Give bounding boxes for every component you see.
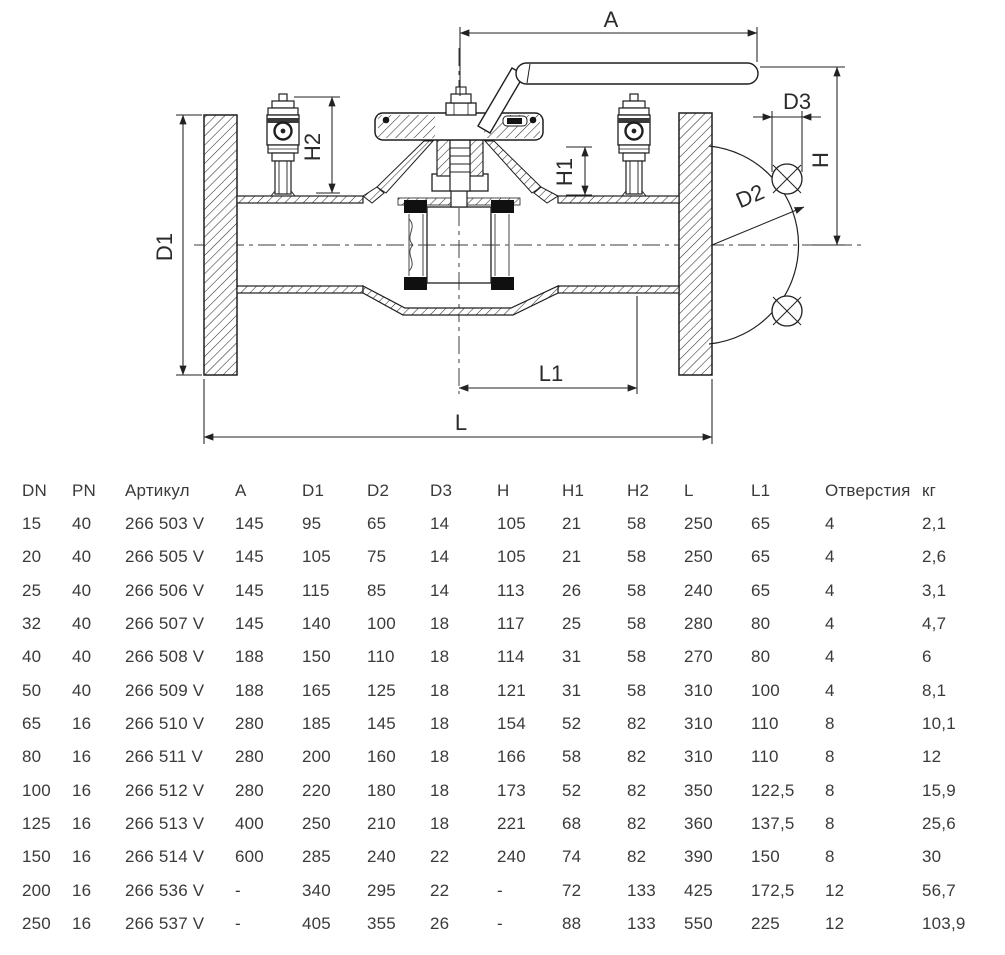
table-header-row: [22, 474, 1005, 507]
table-cell: 266 537 V: [125, 914, 205, 934]
table-cell: 150: [22, 847, 51, 867]
table-cell: 16: [72, 814, 92, 834]
table-cell: 65: [751, 547, 771, 567]
column-header: A: [235, 480, 247, 500]
column-header: L1: [751, 480, 771, 500]
table-cell: 40: [72, 514, 92, 534]
table-cell: 121: [497, 680, 526, 700]
table-cell: 6: [922, 647, 932, 667]
handle-grip: [516, 63, 758, 84]
table-cell: 390: [684, 847, 713, 867]
table-cell: 114: [497, 647, 525, 667]
table-cell: 16: [72, 880, 92, 900]
table-cell: 22: [430, 847, 450, 867]
table-cell: 266 510 V: [125, 714, 205, 734]
table-cell: 285: [302, 847, 331, 867]
table-cell: 32: [22, 614, 42, 634]
table-cell: 18: [430, 714, 450, 734]
table-cell: 18: [430, 780, 450, 800]
table-cell: 26: [430, 914, 450, 934]
table-cell: 110: [751, 747, 779, 767]
table-row: [22, 541, 1005, 574]
table-row: [22, 874, 1005, 907]
valve-technical-drawing: [0, 0, 1005, 474]
table-row: [22, 707, 1005, 740]
table-cell: 225: [751, 914, 780, 934]
table-cell: 58: [562, 747, 582, 767]
table-cell: 103,9: [922, 914, 966, 934]
table-cell: 2,1: [922, 514, 947, 534]
table-cell: 266 503 V: [125, 514, 205, 534]
table-cell: 15: [22, 514, 42, 534]
column-header: PN: [72, 480, 97, 500]
table-cell: 145: [235, 514, 264, 534]
table-cell: 82: [627, 714, 647, 734]
table-cell: 65: [367, 514, 387, 534]
table-cell: 154: [497, 714, 526, 734]
table-cell: 270: [684, 647, 713, 667]
table-cell: 105: [302, 547, 331, 567]
table-cell: 30: [922, 847, 942, 867]
table-row: [22, 774, 1005, 807]
table-cell: 52: [562, 714, 582, 734]
table-cell: 2,6: [922, 547, 947, 567]
table-cell: 266 514 V: [125, 847, 205, 867]
table-cell: 58: [627, 614, 647, 634]
table-cell: 266 512 V: [125, 780, 205, 800]
table-cell: 140: [302, 614, 331, 634]
plate-bolt-left: [383, 117, 390, 124]
table-cell: 8: [825, 780, 835, 800]
table-cell: 72: [562, 880, 582, 900]
table-cell: 310: [684, 714, 713, 734]
table-row: [22, 907, 1005, 940]
table-cell: -: [497, 880, 503, 900]
table-cell: 266 506 V: [125, 580, 205, 600]
table-cell: 110: [367, 647, 395, 667]
table-cell: 18: [430, 747, 450, 767]
table-cell: 145: [367, 714, 396, 734]
table-cell: 100: [367, 614, 396, 634]
table-cell: 188: [235, 647, 264, 667]
table-cell: 221: [497, 814, 526, 834]
table-cell: 250: [302, 814, 331, 834]
table-cell: 266 507 V: [125, 614, 205, 634]
table-cell: 25: [562, 614, 582, 634]
table-cell: 185: [302, 714, 331, 734]
table-cell: 110: [751, 714, 779, 734]
table-cell: 20: [22, 547, 42, 567]
table-cell: 65: [751, 514, 771, 534]
table-cell: 188: [235, 680, 264, 700]
table-cell: 15,9: [922, 780, 956, 800]
table-cell: 360: [684, 814, 713, 834]
dim-label-d2: D2: [732, 179, 768, 214]
table-cell: 40: [22, 647, 42, 667]
right-flange: [679, 113, 712, 375]
table-cell: 100: [751, 680, 780, 700]
table-row: [22, 607, 1005, 640]
table-cell: 266 509 V: [125, 680, 205, 700]
stem-nut: [446, 87, 476, 115]
table-cell: 82: [627, 780, 647, 800]
table-cell: 240: [367, 847, 396, 867]
table-cell: 150: [751, 847, 780, 867]
table-cell: 310: [684, 680, 713, 700]
table-cell: 400: [235, 814, 264, 834]
table-cell: 550: [684, 914, 713, 934]
table-cell: 250: [22, 914, 51, 934]
dim-label-h2: H2: [300, 132, 325, 162]
table-body: [22, 507, 1005, 940]
table-cell: 3,1: [922, 580, 947, 600]
table-cell: 425: [684, 880, 713, 900]
dim-label-d1: D1: [152, 232, 177, 262]
table-cell: 40: [72, 680, 92, 700]
table-cell: 122,5: [751, 780, 795, 800]
table-cell: -: [497, 914, 503, 934]
table-cell: 40: [72, 614, 92, 634]
table-cell: 18: [430, 647, 450, 667]
table-cell: 16: [72, 714, 92, 734]
table-cell: 14: [430, 547, 450, 567]
table-row: [22, 841, 1005, 874]
table-cell: 50: [22, 680, 42, 700]
table-cell: 8,1: [922, 680, 947, 700]
table-cell: 40: [72, 547, 92, 567]
table-cell: 600: [235, 847, 264, 867]
table-cell: 173: [497, 780, 526, 800]
mounting-plate: [375, 113, 543, 140]
left-flange: [204, 115, 237, 375]
table-cell: 88: [562, 914, 582, 934]
table-cell: 65: [751, 580, 771, 600]
table-cell: 82: [627, 747, 647, 767]
table-cell: 172,5: [751, 880, 795, 900]
table-cell: 10,1: [922, 714, 956, 734]
column-header: H1: [562, 480, 585, 500]
table-cell: 4: [825, 614, 835, 634]
table-cell: 105: [497, 547, 526, 567]
table-cell: 266 511 V: [125, 747, 204, 767]
table-cell: 4: [825, 647, 835, 667]
table-cell: 58: [627, 580, 647, 600]
table-cell: 350: [684, 780, 713, 800]
table-cell: 21: [562, 547, 582, 567]
table-cell: 75: [367, 547, 387, 567]
table-cell: 125: [367, 680, 396, 700]
table-cell: 14: [430, 514, 450, 534]
column-header: D2: [367, 480, 390, 500]
table-cell: 4: [825, 514, 835, 534]
table-cell: 16: [72, 747, 92, 767]
table-cell: 145: [235, 580, 264, 600]
table-cell: 280: [235, 747, 264, 767]
vent-valve-right: [618, 94, 650, 196]
table-row: [22, 507, 1005, 540]
table-cell: 145: [235, 614, 264, 634]
table-cell: 16: [72, 780, 92, 800]
plate-bolt-right: [530, 117, 537, 124]
table-cell: 105: [497, 514, 526, 534]
table-row: [22, 641, 1005, 674]
table-cell: 68: [562, 814, 582, 834]
column-header: L: [684, 480, 694, 500]
table-cell: 25: [22, 580, 42, 600]
table-cell: 125: [22, 814, 51, 834]
table-cell: 240: [684, 580, 713, 600]
table-cell: 266 513 V: [125, 814, 205, 834]
table-cell: 100: [22, 780, 51, 800]
table-cell: 85: [367, 580, 387, 600]
table-cell: 65: [22, 714, 42, 734]
dim-label-h1: H1: [552, 157, 577, 187]
centerlines: [194, 48, 862, 394]
table-cell: 160: [367, 747, 396, 767]
table-cell: 266 536 V: [125, 880, 205, 900]
table-cell: 340: [302, 880, 331, 900]
table-cell: 12: [825, 914, 845, 934]
stem-assembly: [432, 140, 488, 207]
table-cell: 295: [367, 880, 396, 900]
table-cell: 58: [627, 547, 647, 567]
table-cell: 8: [825, 714, 835, 734]
column-header: H2: [627, 480, 650, 500]
table-cell: 4: [825, 547, 835, 567]
table-cell: 210: [367, 814, 396, 834]
table-cell: 16: [72, 847, 92, 867]
table-cell: 56,7: [922, 880, 956, 900]
valve-spec-table: [22, 474, 1005, 941]
table-cell: 82: [627, 814, 647, 834]
dim-label-h: H: [808, 152, 833, 168]
dim-label-a: A: [603, 7, 619, 32]
table-row: [22, 807, 1005, 840]
table-cell: 4: [825, 680, 835, 700]
column-header: кг: [922, 480, 937, 500]
table-cell: 14: [430, 580, 450, 600]
table-cell: 18: [430, 680, 450, 700]
table-cell: 113: [497, 580, 525, 600]
table-cell: 22: [430, 880, 450, 900]
dim-label-l: L: [454, 410, 468, 435]
table-cell: 405: [302, 914, 331, 934]
table-cell: 180: [367, 780, 396, 800]
table-cell: 200: [302, 747, 331, 767]
table-cell: 310: [684, 747, 713, 767]
column-header: Артикул: [125, 480, 190, 500]
table-cell: -: [235, 880, 241, 900]
table-cell: 52: [562, 780, 582, 800]
table-cell: 74: [562, 847, 582, 867]
table-cell: 200: [22, 880, 51, 900]
table-cell: 8: [825, 847, 835, 867]
vent-valve-left: [267, 94, 299, 196]
table-cell: 4,7: [922, 614, 947, 634]
table-cell: 31: [562, 647, 582, 667]
table-cell: 18: [430, 614, 450, 634]
table-cell: 8: [825, 814, 835, 834]
table-cell: 40: [72, 647, 92, 667]
column-header: H: [497, 480, 510, 500]
table-cell: 82: [627, 847, 647, 867]
table-cell: 12: [825, 880, 845, 900]
table-cell: 280: [235, 780, 264, 800]
table-cell: 240: [497, 847, 526, 867]
table-cell: 80: [751, 614, 771, 634]
table-cell: 133: [627, 914, 656, 934]
column-header: D1: [302, 480, 325, 500]
table-cell: 58: [627, 680, 647, 700]
table-cell: 58: [627, 514, 647, 534]
table-cell: 280: [684, 614, 713, 634]
table-cell: 250: [684, 547, 713, 567]
table-cell: 165: [302, 680, 331, 700]
table-cell: 40: [72, 580, 92, 600]
table-cell: 58: [627, 647, 647, 667]
table-cell: 95: [302, 514, 322, 534]
table-cell: 117: [497, 614, 525, 634]
table-cell: 18: [430, 814, 450, 834]
column-header: Отверстия: [825, 480, 911, 500]
dim-label-l1: L1: [538, 361, 564, 386]
column-header: D3: [430, 480, 453, 500]
table-cell: 80: [751, 647, 771, 667]
table-cell: 166: [497, 747, 526, 767]
table-cell: 150: [302, 647, 331, 667]
table-cell: 21: [562, 514, 582, 534]
table-row: [22, 674, 1005, 707]
column-header: DN: [22, 480, 47, 500]
table-cell: 145: [235, 547, 264, 567]
table-cell: 220: [302, 780, 331, 800]
table-cell: 31: [562, 680, 582, 700]
table-cell: 266 508 V: [125, 647, 205, 667]
table-cell: 25,6: [922, 814, 956, 834]
table-cell: 16: [72, 914, 92, 934]
table-cell: 80: [22, 747, 42, 767]
dim-label-d3: D3: [782, 89, 812, 114]
table-cell: 4: [825, 580, 835, 600]
table-row: [22, 574, 1005, 607]
table-cell: 26: [562, 580, 582, 600]
table-cell: 355: [367, 914, 396, 934]
table-cell: 115: [302, 580, 330, 600]
table-cell: 133: [627, 880, 656, 900]
table-cell: 8: [825, 747, 835, 767]
table-cell: 266 505 V: [125, 547, 205, 567]
table-cell: 137,5: [751, 814, 795, 834]
table-cell: 280: [235, 714, 264, 734]
table-cell: -: [235, 914, 241, 934]
table-cell: 12: [922, 747, 942, 767]
table-cell: 250: [684, 514, 713, 534]
table-row: [22, 741, 1005, 774]
